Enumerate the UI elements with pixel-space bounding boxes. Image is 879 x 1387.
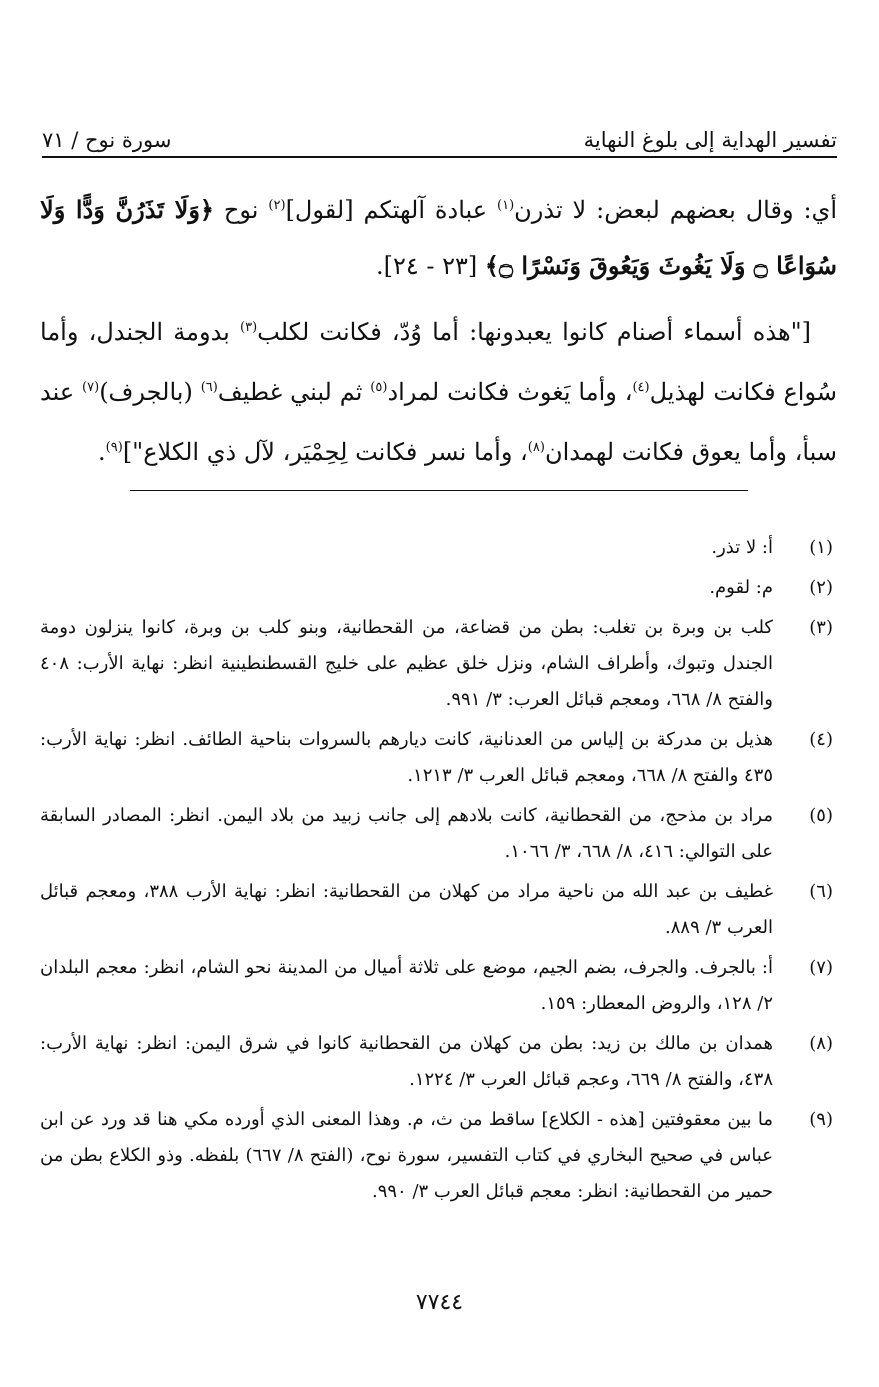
- surah-page-label: سورة نوح / ٧١: [42, 128, 172, 152]
- footnote-text: ما بين معقوفتين [هذه - الكلاع] ساقط من ث، م. وهذا المعنى الذي أورده مكي هنا قد ورد عن ابن عباس في صحيح البخاري في كتاب التفسير، سورة نوح، (الفتح ٨/ ٦٦٧) بلفظه. وذو الكلاع بطن من حمير من القحطانية: انظر: معجم قبائل العرب ٣/ ٩٩٠.: [40, 1109, 773, 1202]
- footnote: [40, 610, 837, 718]
- footnote-number: (٣): [809, 617, 833, 638]
- verse-reference: [٢٣ - ٢٤].: [375, 252, 485, 280]
- footnote-text: كلب بن وبرة بن تغلب: بطن من قضاعة، من القحطانية، وبنو كلب بن وبرة، كانوا ينزلون دومة الجندل وتبوك، وأطراف الشام، ونزل خلق عظيم على خليج القسطنطينية انظر: نهاية الأرب: ٤٠٨ والفتح ٨/ ٦٦٨، ومعجم قبائل العرب: ٣/ ٩٩١.: [40, 617, 773, 710]
- footnote-ref-6[interactable]: (٦): [200, 380, 218, 395]
- paragraph-1: [40, 178, 837, 294]
- text-run: عند سبأ، وأما يعوق فكانت لهمدان: [40, 378, 837, 466]
- footnote-text: م: لقوم.: [709, 577, 773, 598]
- text-run: (بالجرف): [99, 378, 201, 406]
- quran-verse: ﴿وَلَا تَذَرُنَّ وَدًّا وَلَا سُوَاعًا ۝ وَلَا يَغُوثَ وَيَعُوقَ وَنَسْرًا ۝﴾: [40, 195, 837, 280]
- footnote: [40, 722, 837, 794]
- footnote-ref-3[interactable]: (٣): [240, 320, 258, 335]
- footnote-text: أ: بالجرف. والجرف، بضم الجيم، موضع على ثلاثة أميال من المدينة نحو الشام، انظر: معجم البلدان ٢/ ١٢٨، والروض المعطار: ١٥٩.: [40, 957, 773, 1014]
- running-header: [42, 112, 837, 158]
- footnote-number: (١): [809, 537, 833, 558]
- text-run: ، وأما نسر فكانت لِحِمْيَر، لآل ذي الكلاع"]: [122, 438, 528, 466]
- footnote: [40, 570, 837, 606]
- footnote: [40, 1026, 837, 1098]
- footnote-ref-2[interactable]: (٢): [268, 198, 286, 213]
- text-run: نوح: [214, 196, 269, 224]
- text-run: ["هذه أسماء أصنام كانوا يعبدونها: أما وُدّ، فكانت لكلب: [257, 318, 811, 346]
- text-run: .: [98, 438, 106, 466]
- text-run: بدومة الجندل، وأما سُواع فكانت لهذيل: [40, 318, 837, 406]
- footnote: [40, 1102, 837, 1210]
- footnote-text: أ: لا تذر.: [711, 537, 773, 558]
- footnote-text: هذيل بن مدركة بن إلياس من العدنانية، كانت ديارهم بالسروات بناحية الطائف. انظر: نهاية الأرب: ٤٣٥ والفتح ٨/ ٦٦٨، ومعجم قبائل العرب ٣/ ١٢١٣.: [40, 729, 773, 786]
- footnote-ref-7[interactable]: (٧): [82, 380, 100, 395]
- footnote: [40, 950, 837, 1022]
- footnote: [40, 530, 837, 566]
- text-run: ، وأما يَغوث فكانت لمراد: [387, 378, 633, 406]
- footnote-ref-8[interactable]: (٨): [527, 440, 545, 455]
- main-text: [40, 178, 837, 480]
- footnote-number: (٤): [809, 729, 833, 750]
- footnote: [40, 874, 837, 946]
- text-run: عبادة آلهتكم [لقول]: [285, 196, 497, 224]
- text-run: ثم لبني غطيف: [217, 378, 371, 406]
- footnote-ref-9[interactable]: (٩): [105, 440, 123, 455]
- footnote-separator: [130, 490, 748, 491]
- footnote-ref-5[interactable]: (٥): [370, 380, 388, 395]
- footnotes: [40, 530, 837, 1214]
- footnote-ref-4[interactable]: (٤): [632, 380, 650, 395]
- footnote-number: (٧): [809, 957, 833, 978]
- footnote-ref-1[interactable]: (١): [497, 198, 515, 213]
- page-number: ٧٧٤٤: [415, 1290, 464, 1315]
- footnote-number: (٦): [809, 881, 833, 902]
- footnote-number: (٨): [809, 1033, 833, 1054]
- footnote-text: غطيف بن عبد الله من ناحية مراد من كهلان من القحطانية: انظر: نهاية الأرب ٣٨٨، ومعجم قبائل العرب ٣/ ٨٨٩.: [40, 881, 774, 938]
- footnote-number: (٩): [809, 1109, 833, 1130]
- footnote: [40, 798, 837, 870]
- footnote-number: (٥): [809, 805, 833, 826]
- book-title: تفسير الهداية إلى بلوغ النهاية: [583, 128, 837, 152]
- paragraph-2: [40, 300, 837, 480]
- footnote-text: همدان بن مالك بن زيد: بطن من كهلان من القحطانية كانوا في شرق اليمن: انظر: نهاية الأرب: ٤٣٨، والفتح ٨/ ٦٦٩، وعجم قبائل العرب ٣/ ١٢٢٤.: [40, 1033, 773, 1090]
- footnote-text: مراد بن مذحج، من القحطانية، كانت بلادهم إلى جانب زبيد من بلاد اليمن. انظر: المصادر السابقة على التوالي: ٤١٦، ٨/ ٦٦٨، ٣/ ١٠٦٦.: [40, 805, 773, 862]
- text-run: أي: وقال بعضهم لبعض: لا تذرن: [514, 196, 838, 224]
- footnote-number: (٢): [809, 577, 833, 598]
